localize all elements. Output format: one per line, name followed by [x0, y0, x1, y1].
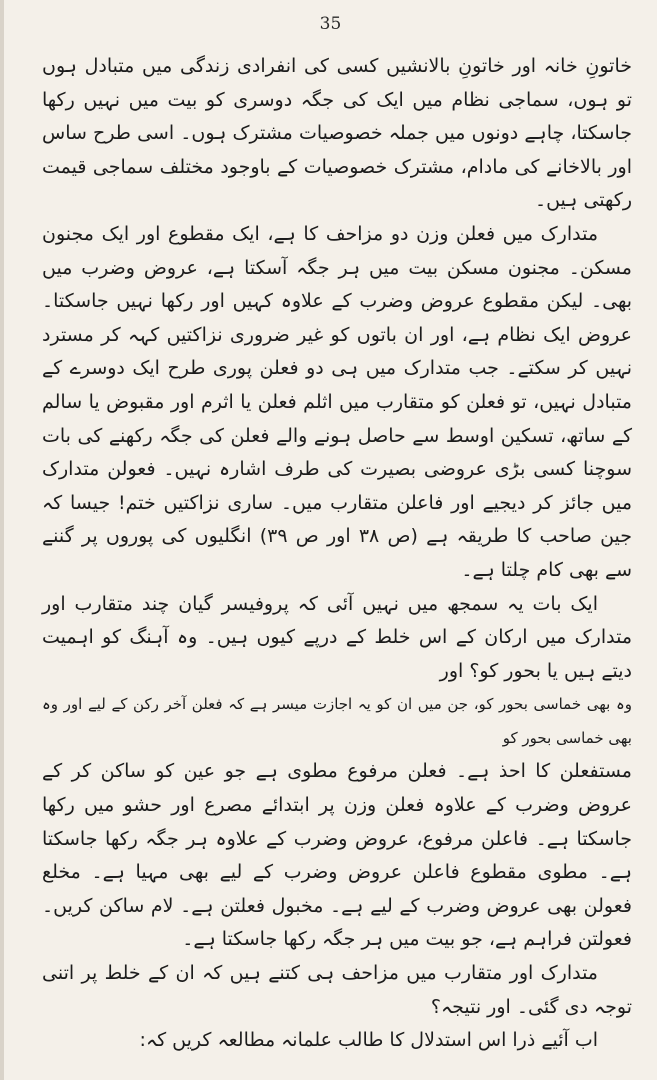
body-text: [42, 50, 632, 1058]
paragraph: متدارک اور متقارب میں مزاحف ہی کتنے ہیں کہ ان کے خلط پر اتنی توجہ دی گئی۔ اور نتیجہ؟: [42, 962, 632, 1018]
paragraph: مستفعلن کا احذ ہے۔ فعلن مرفوع مطوی ہے جو عین کو ساکن کر کے عروض وضرب کے علاوہ فعلن وزن پر ابتدائے مصرع اور حشو میں رکھا جاسکتا ہے۔ فاعلن مرفوع، عروض وضرب کے علاوہ ہر جگہ رکھا جاسکتا ہے۔ مطوی مقطوع فاعلن عروض وضرب کے لیے بھی مہیا ہے۔ مخلع فعولن بھی عروض وضرب کے لیے ہے۔ مخبول فعلتن ہے۔ لام ساکن کریں۔ فعولتن فراہم ہے، جو بیت میں ہر جگہ رکھا جاسکتا ہے۔: [42, 760, 632, 951]
paragraph: وہ بھی خماسی بحور کو، جن میں ان کو یہ اجازت میسر ہے کہ فعلن آخر رکن کے لیے اور وہ بھی خماسی بحور کو: [42, 695, 632, 747]
paragraph: متدارک میں فعلن وزن دو مزاحف کا ہے، ایک مقطوع اور ایک مجنون مسکن۔ مجنون مسکن بیت میں ہر جگہ آسکتا ہے، عروض وضرب میں بھی۔ لیکن مقطوع عروض وضرب کے علاوہ کہیں اور رکھا نہیں جاسکتا۔ عروض ایک نظام ہے، اور ان باتوں کو غیر ضروری نزاکتیں کہہ کر مسترد نہیں کر سکتے۔ جب متدارک میں ہی دو فعلن پوری طرح ایک دوسرے کے متبادل نہیں، تو فعلن کو متقارب میں اثلم فعلن یا اثرم اور مقبوض یا سالم کے ساتھ، تسکین اوسط سے حاصل ہونے والے فعلن کی جگہ رکھنے کی بات سوچنا کسی بڑی عروضی بصیرت کی طرف اشارہ نہیں۔ فعولن متدارک میں جائز کر دیجیے اور فاعلن متقارب میں۔ ساری نزاکتیں ختم! جیسا کہ جین صاحب کا طریقہ ہے (ص ۳۸ اور ص ۳۹) انگلیوں کی پوروں پر گننے سے بھی کام چلتا ہے۔: [42, 222, 633, 581]
paragraph: خاتونِ خانہ اور خاتونِ بالانشیں کسی کی انفرادی زندگی میں متبادل ہوں تو ہوں، سماجی نظام میں ایک کی جگہ دوسری کو بیت میں نہیں رکھا جاسکتا، چاہے دونوں میں جملہ خصوصیات مشترک ہوں۔ اسی طرح ساس اور بالاخانے کی مادام، مشترک خصوصیات کے باوجود مختلف سماجی قیمت رکھتی ہیں۔: [42, 55, 632, 212]
paragraph: اب آئیے ذرا اس استدلال کا طالب علمانہ مطالعہ کریں کہ:: [139, 1029, 598, 1052]
paragraph: ایک بات یہ سمجھ میں نہیں آئی کہ پروفیسر گیان چند متقارب اور متدارک میں ارکان کے اس خلط کے درپے کیوں ہیں۔ وہ آہنگ کو اہمیت دیتے ہیں یا بحور کو؟ اور: [42, 592, 632, 682]
page-number: 35: [319, 14, 342, 34]
